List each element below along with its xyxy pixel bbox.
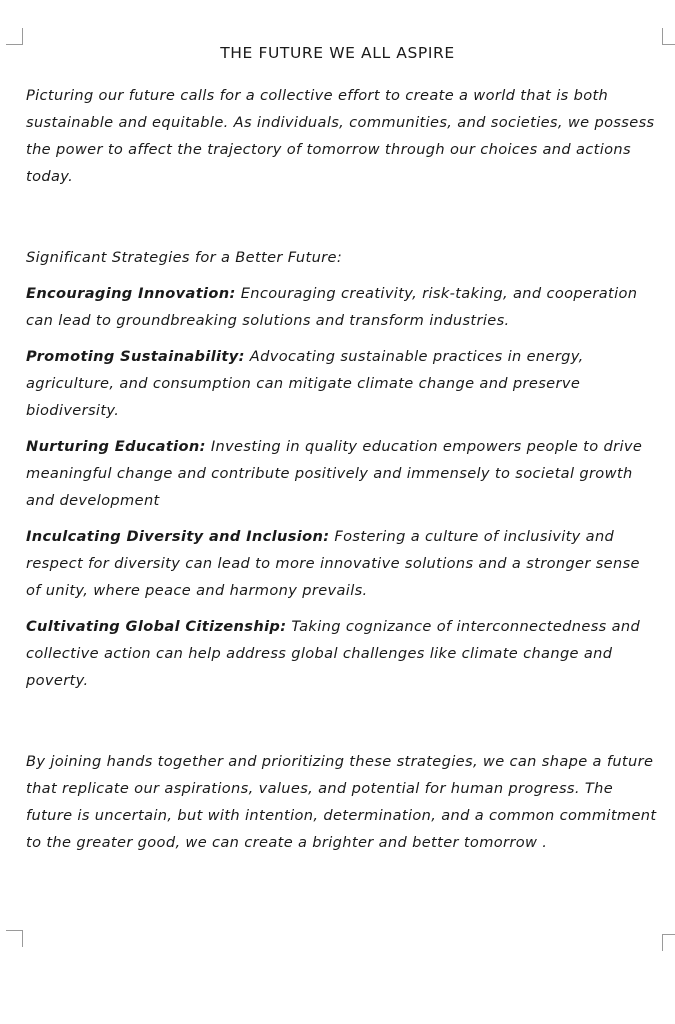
strategy-name: Inculcating Diversity and Inclusion: <box>26 528 330 545</box>
page-title: THE FUTURE WE ALL ASPIRE <box>220 44 455 62</box>
strategy-text: Advocating sustainable practices in energy, agriculture, and consumption can mitigate climate change and preserve biodiversity. <box>26 348 584 419</box>
crop-mark-bottom-left <box>6 930 23 947</box>
conclusion-paragraph: By joining hands together and prioritizing these strategies, we can shape a future that replicate our aspirations, values, and potential for human progress. The future is uncertain, but with intention, determination, and a common commitment to the greater good, we can create a brighter and better tomorrow . <box>26 753 657 851</box>
strategy-text: Encouraging creativity, risk-taking, and cooperation can lead to groundbreaking solutions and transform industries. <box>26 285 638 329</box>
strategy-text: Fostering a culture of inclusivity and respect for diversity can lead to more innovative solutions and a stronger sense of unity, where peace and harmony prevails. <box>26 528 640 599</box>
strategy-item <box>26 613 658 694</box>
strategy-item <box>26 343 658 424</box>
strategy-item <box>26 433 658 514</box>
strategy-item <box>26 523 658 604</box>
strategy-name: Encouraging Innovation: <box>26 285 236 302</box>
strategy-name: Nurturing Education: <box>26 438 206 455</box>
strategy-item <box>26 280 658 334</box>
intro-paragraph: Picturing our future calls for a collective effort to create a world that is both sustainable and equitable. As individuals, communities, and societies, we possess the power to affect the trajectory of tomorrow through our choices and actions today. <box>26 87 655 185</box>
strategy-text: Investing in quality education empowers people to drive meaningful change and contribute positively and immensely to societal growth and development <box>26 438 643 509</box>
strategy-name: Cultivating Global Citizenship: <box>26 618 287 635</box>
crop-mark-top-right <box>662 28 675 45</box>
crop-mark-top-left <box>6 28 23 45</box>
document-body <box>26 82 658 856</box>
crop-mark-bottom-right <box>662 934 675 951</box>
strategy-text: Taking cognizance of interconnectedness and collective action can help address global challenges like climate change and poverty. <box>26 618 641 689</box>
strategies-heading: Significant Strategies for a Better Future: <box>26 249 343 266</box>
strategy-name: Promoting Sustainability: <box>26 348 245 365</box>
